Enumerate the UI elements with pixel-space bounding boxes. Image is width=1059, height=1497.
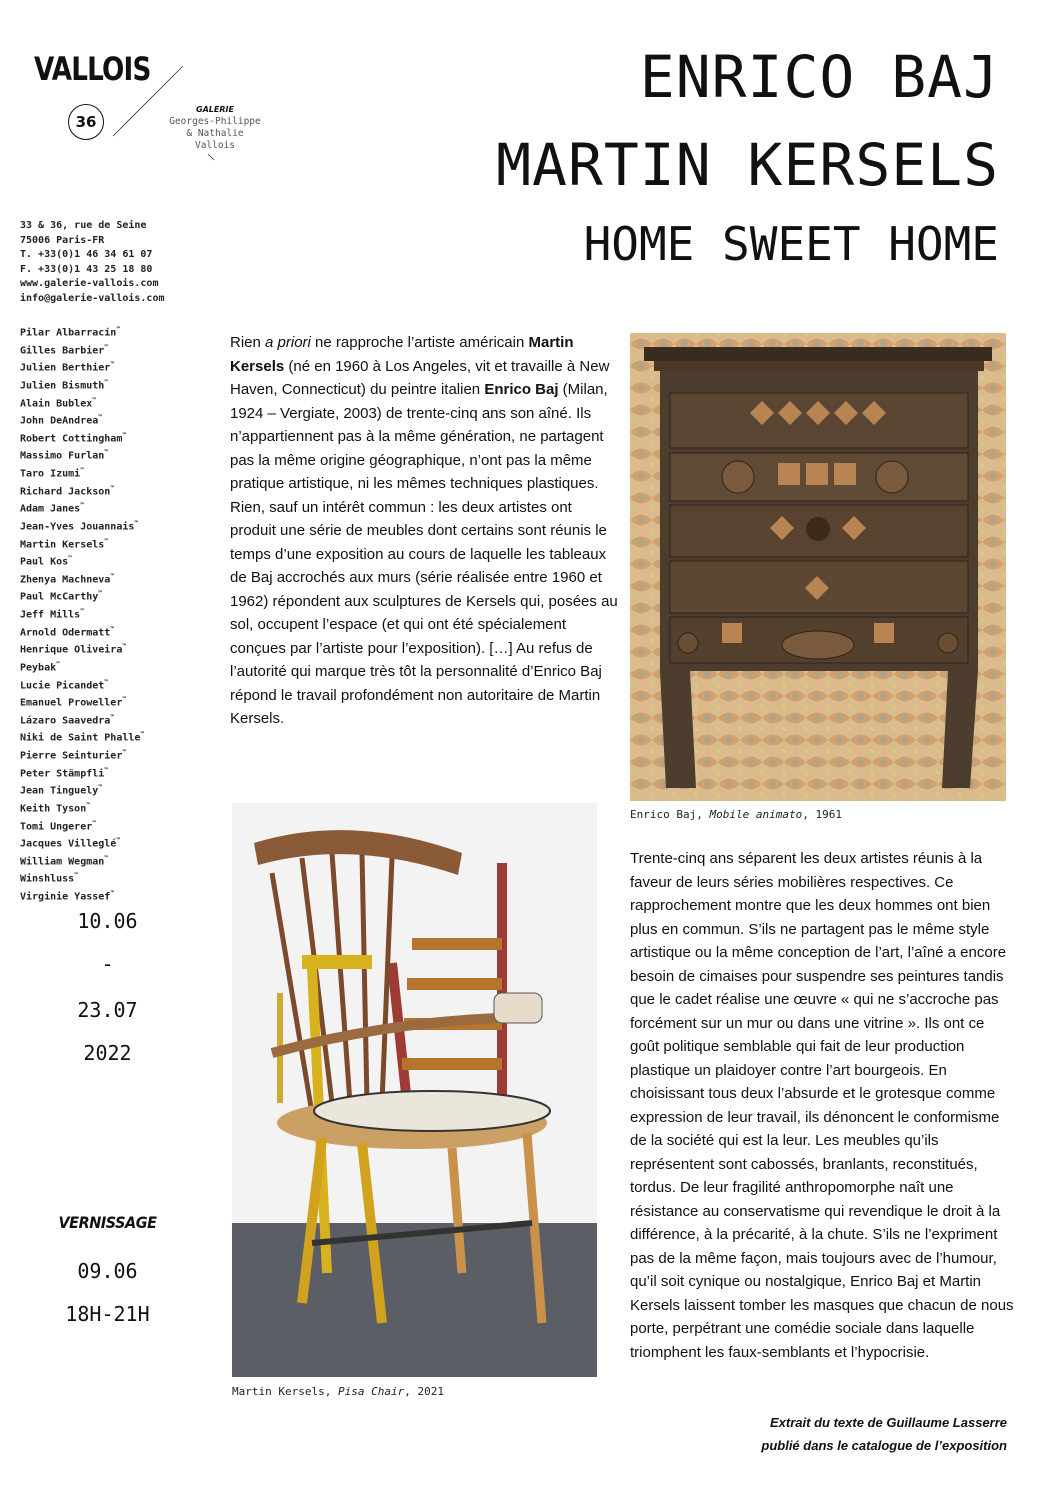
dresser-illustration xyxy=(630,333,1006,801)
intro-text-part: Rien xyxy=(230,334,266,351)
caption-baj-title: Mobile animato xyxy=(709,808,803,821)
artist-name: John DeAndrea xyxy=(20,415,99,427)
artist-mark: ™ xyxy=(104,854,108,862)
gallery-address xyxy=(20,219,165,306)
artist-mark: ™ xyxy=(104,378,108,386)
artist-name: Massimo Furlan xyxy=(20,450,105,462)
artist-name: Jeff Mills xyxy=(20,609,81,621)
artist-list-item[interactable] xyxy=(20,869,144,887)
artist-name: Lázaro Saavedra xyxy=(20,715,111,727)
artist-mark: ™ xyxy=(104,343,108,351)
artist-mark: ™ xyxy=(110,484,114,492)
artist-name: Virginie Yassef xyxy=(20,891,111,903)
date-start: 10.06 xyxy=(77,909,138,933)
artist-name: Arnold Odermatt xyxy=(20,626,111,638)
artist-list-item[interactable] xyxy=(20,623,144,641)
caption-baj-artist: Enrico Baj, xyxy=(630,808,710,821)
artist-mark: ™ xyxy=(134,519,139,527)
artist-list-item[interactable] xyxy=(20,358,144,376)
text-credit xyxy=(761,1411,1007,1457)
artist-mark: ™ xyxy=(98,590,102,598)
artist-mark: ™ xyxy=(104,449,108,457)
artist-list-item[interactable] xyxy=(20,799,144,817)
artist-list-item[interactable] xyxy=(20,517,144,535)
artist-name: Gilles Barbier xyxy=(20,344,105,356)
intro-text-part: ne rapproche l’artiste américain xyxy=(310,334,529,351)
artist-mark: ™ xyxy=(104,537,108,545)
artist-name: Pierre Seinturier xyxy=(20,750,123,762)
artist-list-item[interactable] xyxy=(20,464,144,482)
artist-name: Henrique Oliveira xyxy=(20,644,123,656)
artist-mark: ™ xyxy=(80,608,84,615)
logo-galerie-line3: Vallois xyxy=(194,140,236,151)
artist-mark: ™ xyxy=(122,696,126,704)
artist-mark: ™ xyxy=(92,819,96,827)
artist-name: Pilar Albarracín xyxy=(20,327,117,339)
artist-list-item[interactable] xyxy=(20,323,144,341)
artist-mark: ™ xyxy=(98,784,102,792)
address-line: 75006 Paris-FR xyxy=(20,234,105,246)
artist-name: Julien Berthier xyxy=(20,362,111,374)
artist-name: Taro Izumi xyxy=(20,468,81,480)
artwork-image-baj xyxy=(630,333,1006,801)
artist-mark: ™ xyxy=(104,678,108,686)
artist-name: Keith Tyson xyxy=(20,803,87,815)
artist-list-item[interactable] xyxy=(20,446,144,464)
artist-mark: ™ xyxy=(110,572,114,580)
credit-line-2: publié dans le catalogue de l’exposition xyxy=(761,1438,1007,1453)
artist-mark: ™ xyxy=(92,396,96,404)
artist-list-item[interactable] xyxy=(20,587,144,605)
caption-kersels xyxy=(232,1385,444,1398)
artist-mark: ™ xyxy=(140,731,145,739)
date-separator: - xyxy=(101,952,114,976)
artwork-image-kersels xyxy=(232,803,597,1377)
artist-list-item[interactable] xyxy=(20,394,144,412)
phone-line: T. +33(0)1 46 34 61 07 xyxy=(20,249,153,260)
artist-list-item[interactable] xyxy=(20,887,144,905)
website-link[interactable]: www.galerie-vallois.com xyxy=(20,278,159,289)
main-text: Trente-cinq ans séparent les deux artistes réunis à la faveur de leurs séries mobilières respectives. Ce rapprochement montre que les deux hommes ont bien plus en commun. S’ils ne partagent pas le même style artistique ou la même conception de l’art, l’aîné a encore besoin de cimaises pour suspendre ses peintures tandis que le cadet réalise une œuvre « qui ne s’accroche pas forcément sur un mur ou dans une vitrine ». Ils ont ce goût politique semblable qui fait de leur production plastique un plaidoyer contre l’art bourgeois. En choisissant tous deux l’absurde et le grotesque comme expression de leur travail, ils dénoncent le conformisme de la société qui est la leur. Les meubles qu’ils représentent sont cabossés, branlants, reconstitués, tordus. De leur fragilité anthropomorphe naît une résistance au conservatisme qui revendique le droit à la différence, à la précarité, à la chute. S’ils ne l’expriment pas de la même façon, mais toujours avec de l’humour, qu’il soit cynique ou nostalgique, Enrico Baj et Martin Kersels laissent tomber les masques que chacun de nous porte, perpétrant une comédie sociale dans laquelle triomphent les faux-semblants et l’hypocrisie. xyxy=(630,850,1014,1361)
artist-list-item[interactable] xyxy=(20,693,144,711)
intro-text-italic: a priori xyxy=(265,334,311,351)
artist-list-item[interactable] xyxy=(20,605,144,623)
intro-text-artist-kersels: Martin Kersels xyxy=(230,334,574,375)
artist-list-item[interactable] xyxy=(20,676,144,694)
artist-list-item[interactable] xyxy=(20,711,144,729)
artist-list-item[interactable] xyxy=(20,499,144,517)
artist-name: Paul Kos xyxy=(20,556,69,568)
artist-name: William Wegman xyxy=(20,856,105,868)
artist-name: Adam Janes xyxy=(20,503,81,515)
credit-author: Guillaume Lasserre xyxy=(886,1415,1007,1430)
fax-line: F. +33(0)1 43 25 18 80 xyxy=(20,263,153,275)
intro-text-part: (né en 1960 à Los Angeles, vit et travaille à New Haven, Connecticut) du peintre italien xyxy=(230,357,610,398)
logo-galerie-line2: & Nathalie xyxy=(186,128,244,139)
artist-list-item[interactable] xyxy=(20,764,144,782)
artist-list-item[interactable] xyxy=(20,552,144,570)
artist-mark: ™ xyxy=(116,326,120,333)
artist-name: Peter Stämpfli xyxy=(20,767,105,779)
artist-mark: ™ xyxy=(104,766,108,774)
artist-list-item[interactable] xyxy=(20,535,144,553)
artist-list-item[interactable] xyxy=(20,570,144,588)
date-year: 2022 xyxy=(83,1041,132,1065)
artist-name: Jacques Villeglé xyxy=(20,838,117,850)
artist-name: Martin Kersels xyxy=(20,538,105,550)
logo-brand: VALLOIS xyxy=(34,50,151,88)
artist-mark: ™ xyxy=(110,890,114,897)
artist-list-item[interactable] xyxy=(20,781,144,799)
address-line: 33 & 36, rue de Seine xyxy=(20,220,147,231)
artist-name: Robert Cottingham xyxy=(20,433,123,445)
vernissage-label: VERNISSAGE xyxy=(58,1213,157,1232)
intro-text-part: (Milan, 1924 – Vergiate, 2003) de trente-cinq ans son aîné. Ils n’appartiennent pas à la même génération, ne partagent pas la même origine géographique, n’ont pas la même pratique artistique, ni les mêmes techniques plastiques. Rien, sauf un intérêt commun : les deux artistes ont produit une série de meubles dont certains sont réunis le temps d’une exposition au cours de laquelle les tableaux de Baj accrochés aux murs (série réalisée entre 1960 et 1962) répondent aux sculptures de Kersels qui, posées au sol, occupent l’espace (et qui ont été spécialement conçues par l’artiste pour l’exposition). […] Au refus de l’autorité qui marque très tôt la personnalité d’Enrico Baj répond le travail profondément non autoritaire de Martin Kersels. xyxy=(230,381,618,727)
artist-name: Paul McCarthy xyxy=(20,591,99,603)
logo-galerie-names xyxy=(160,104,270,152)
artist-mark: ™ xyxy=(74,872,78,880)
artist-mark: ™ xyxy=(86,801,90,809)
vernissage-date: 09.06 xyxy=(77,1259,138,1283)
logo-number-badge: 36 xyxy=(68,104,104,140)
artist-mark: ™ xyxy=(122,749,126,756)
artist-mark: ™ xyxy=(110,713,114,721)
caption-baj-year: , 1961 xyxy=(802,808,842,821)
artist-name: Alain Bublex xyxy=(20,397,93,409)
caption-kersels-year: , 2021 xyxy=(404,1385,444,1398)
intro-text xyxy=(230,331,620,731)
vernissage-time: 18H-21H xyxy=(65,1302,150,1326)
artist-list xyxy=(20,323,144,905)
artist-mark: ™ xyxy=(68,555,72,563)
gallery-logo xyxy=(28,44,268,174)
title-exhibition: HOME SWEET HOME xyxy=(583,217,999,271)
artist-list-item[interactable] xyxy=(20,640,144,658)
artist-mark: ™ xyxy=(110,625,114,633)
artist-name: Zhenya Machneva xyxy=(20,574,111,586)
artist-mark: ™ xyxy=(56,660,60,668)
artist-list-item[interactable] xyxy=(20,429,144,447)
intro-text-artist-baj: Enrico Baj xyxy=(484,381,559,398)
artist-list-item[interactable] xyxy=(20,658,144,676)
caption-baj xyxy=(630,808,842,821)
logo-galerie-tag: GALERIE xyxy=(196,105,234,114)
artist-list-item[interactable] xyxy=(20,341,144,359)
exhibition-titles xyxy=(496,44,999,270)
artist-mark: ™ xyxy=(80,467,84,474)
artist-list-item[interactable] xyxy=(20,852,144,870)
artist-name: Jean Tinguely xyxy=(20,785,99,797)
artist-mark: ™ xyxy=(122,643,126,651)
artist-name: Lucie Picandet xyxy=(20,679,105,691)
artist-name: Jean-Yves Jouannais xyxy=(20,521,135,533)
artist-name: Julien Bismuth xyxy=(20,380,105,392)
credit-line-1 xyxy=(761,1411,1007,1434)
caption-kersels-artist: Martin Kersels, xyxy=(232,1385,338,1398)
artist-name: Tomi Ungerer xyxy=(20,820,93,832)
artist-list-item[interactable] xyxy=(20,376,144,394)
caption-kersels-title: Pisa Chair xyxy=(337,1385,405,1398)
artist-list-item[interactable] xyxy=(20,728,144,746)
artist-mark: ™ xyxy=(80,502,84,510)
artist-mark: ™ xyxy=(122,431,126,439)
artist-list-item[interactable] xyxy=(20,834,144,852)
artist-list-item[interactable] xyxy=(20,411,144,429)
artist-name: Niki de Saint Phalle xyxy=(20,732,141,744)
title-artist-1: ENRICO BAJ xyxy=(639,43,999,111)
artist-name: Richard Jackson xyxy=(20,485,111,497)
artist-list-item[interactable] xyxy=(20,746,144,764)
artist-name: Emanuel Proweller xyxy=(20,697,123,709)
artist-mark: ™ xyxy=(110,361,114,369)
title-artist-2: MARTIN KERSELS xyxy=(496,131,999,199)
artist-mark: ™ xyxy=(116,837,120,845)
logo-galerie-line1: Georges-Philippe xyxy=(169,116,261,127)
artist-name: Peybak xyxy=(20,662,57,674)
email-link[interactable]: info@galerie-vallois.com xyxy=(20,292,165,304)
date-end: 23.07 xyxy=(77,998,138,1022)
artist-mark: ™ xyxy=(98,414,102,422)
artist-name: Winshluss xyxy=(20,873,75,885)
artist-list-item[interactable] xyxy=(20,482,144,500)
artist-list-item[interactable] xyxy=(20,817,144,835)
chair-illustration xyxy=(232,803,597,1377)
credit-prefix: Extrait du texte de xyxy=(770,1415,887,1430)
